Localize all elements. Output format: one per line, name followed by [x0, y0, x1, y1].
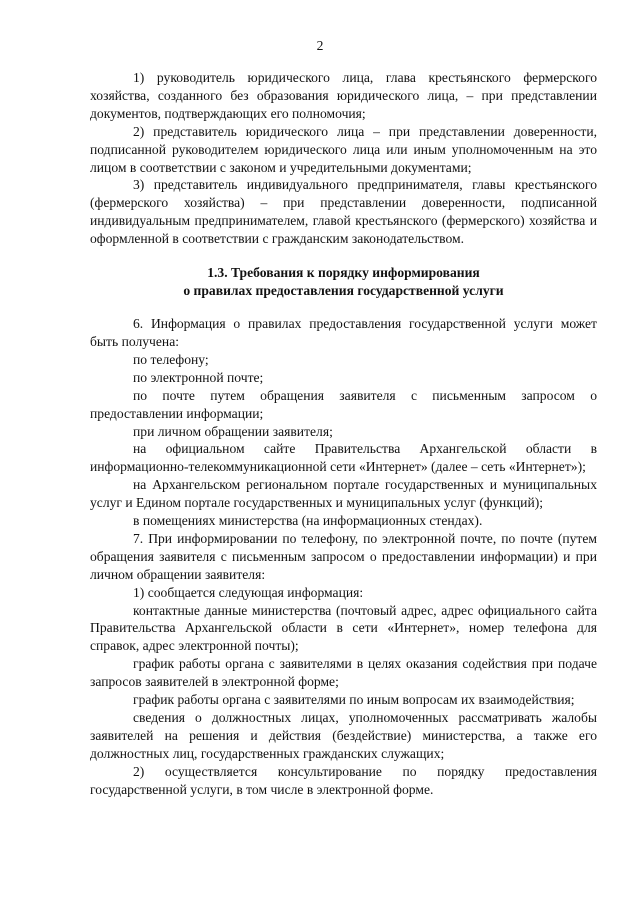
paragraph: 2) представитель юридического лица – при представлении доверенности, подписанной руководителем юридического лица или иным уполномоченным на это лицом в соответствии с законом и учредительными документами; [90, 123, 597, 175]
paragraph: 3) представитель индивидуального предпринимателя, главы крестьянского (фермерского хозяйства) – при представлении доверенности, подписанной индивидуальным предпринимателем, главой крестьянского (фермерского) хозяйства и оформленной в соответствии с гражданским законодательством. [90, 177, 597, 247]
section-heading-line1: 1.3. Требования к порядку информирования [207, 265, 480, 281]
paragraph: 6. Информация о правилах предоставления государственной услуги может быть получена: [90, 316, 597, 349]
section-heading-line2: о правилах предоставления государственной услуги [183, 283, 504, 299]
paragraph: при личном обращении заявителя; [133, 423, 333, 439]
paragraph: сведения о должностных лицах, уполномоченных рассматривать жалобы заявителей на решения и действия (бездействие) министерства, а также его должностных лиц, государственных гражданских служащих; [90, 710, 597, 761]
paragraph: 2) осуществляется консультирование по порядку предоставления государственной услуги, в том числе в электронной форме. [90, 763, 597, 797]
paragraph: на официальном сайте Правительства Архангельской области в информационно-телекоммуникационной сети «Интернет» (далее – сеть «Интернет»); [90, 441, 597, 475]
paragraph: график работы органа с заявителями по иным вопросам их взаимодействия; [133, 692, 575, 708]
spacer [90, 300, 597, 315]
paragraph: по телефону; [133, 351, 209, 367]
paragraph: по электронной почте; [133, 369, 264, 385]
paragraph: 1) руководитель юридического лица, глава крестьянского фермерского хозяйства, созданного без образования юридического лица, – при представлении документов, подтверждающих его полномочия; [90, 70, 597, 121]
paragraph: контактные данные министерства (почтовый адрес, адрес официального сайта Правительства Архангельской области в сети «Интернет», номер телефона для справок, адрес электронной почты); [90, 602, 597, 654]
paragraph: 7. При информировании по телефону, по электронной почте, по почте (путем обращения заявителя с письменным запросом о предоставлении информации) и при личном обращении заявителя: [90, 530, 597, 582]
paragraph: на Архангельском региональном портале государственных и муниципальных услуг и Едином портале государственных и муниципальных услуг (функций); [90, 477, 597, 511]
paragraph: 1) сообщается следующая информация: [133, 584, 364, 600]
paragraph: график работы органа с заявителями в целях оказания содействия при подаче запросов заявителей в электронной форме; [90, 656, 597, 690]
paragraph: по почте путем обращения заявителя с письменным запросом о предоставлении информации; [90, 387, 597, 421]
document-body [90, 69, 597, 799]
spacer [90, 248, 597, 264]
paragraph: в помещениях министерства (на информационных стендах). [133, 513, 483, 529]
page-number: 2 [316, 38, 324, 53]
